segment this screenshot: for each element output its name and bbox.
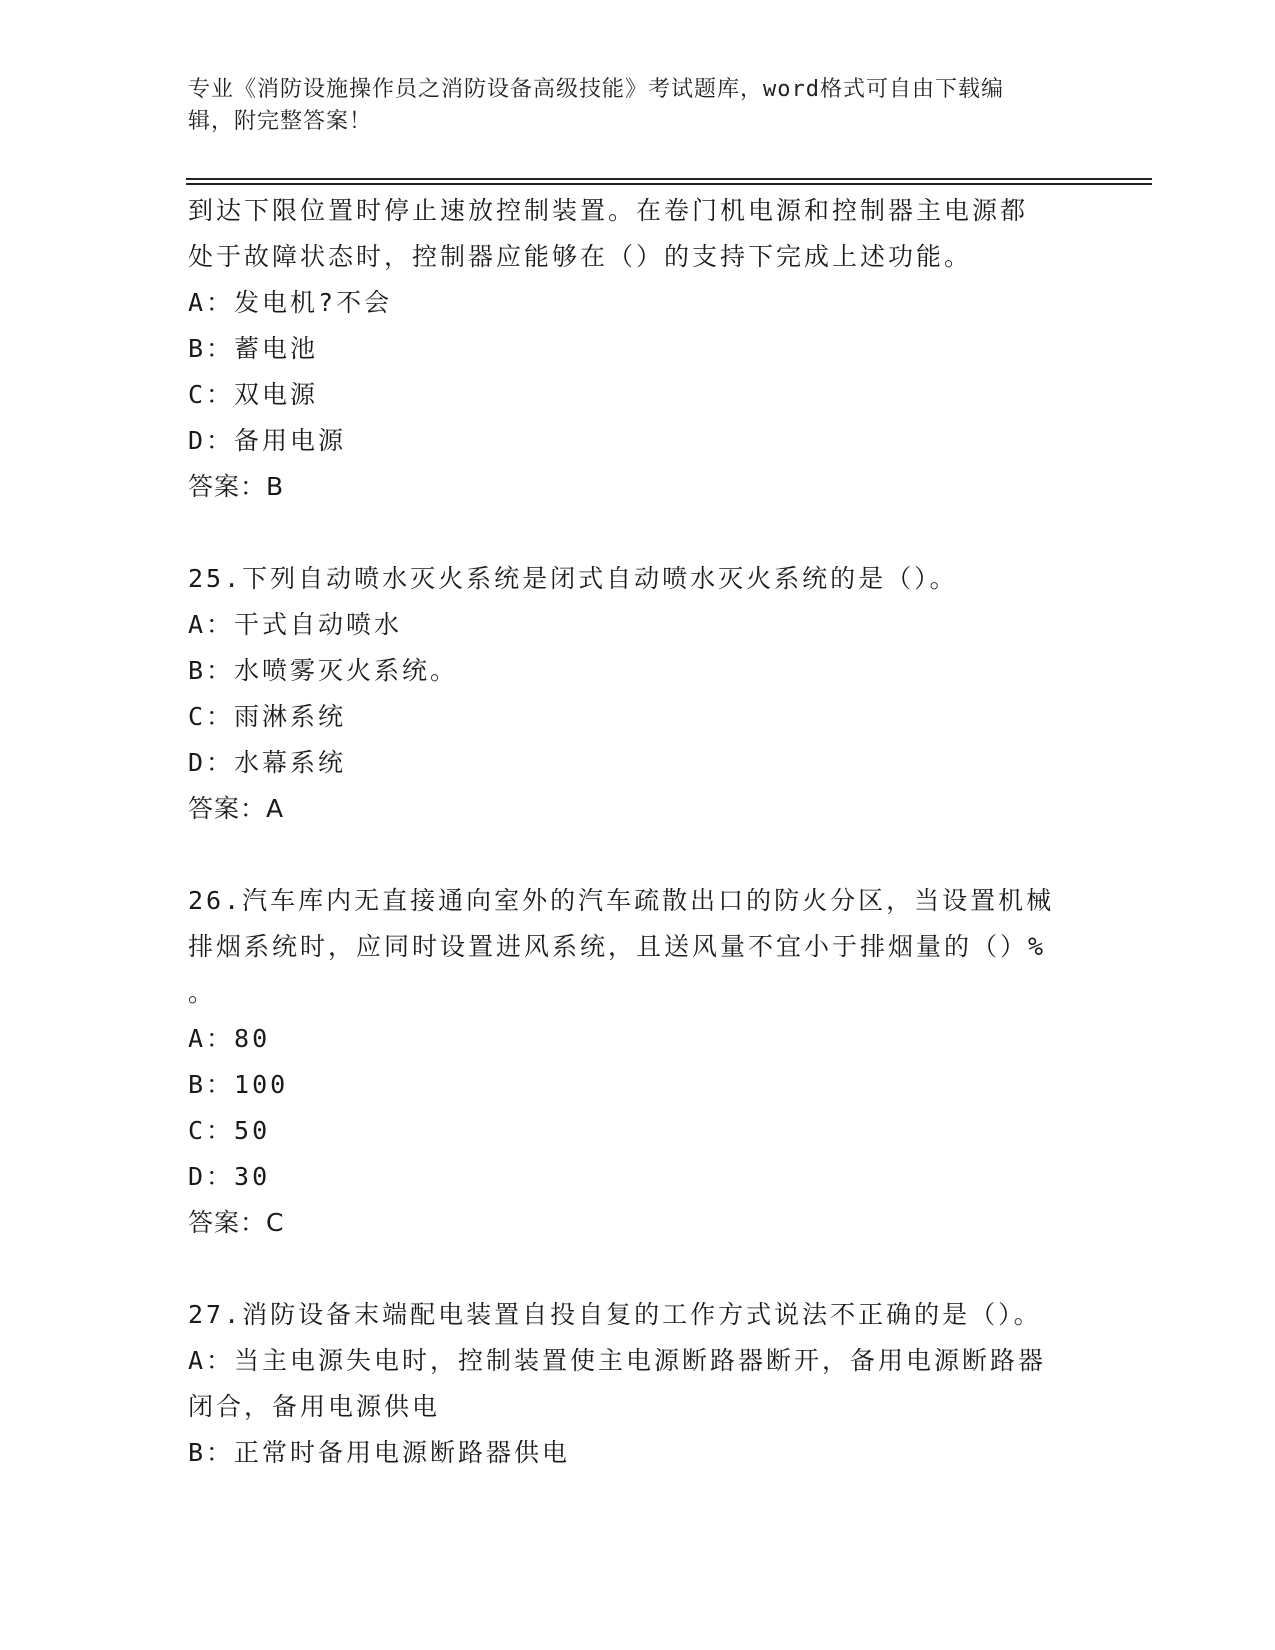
option-b: B：100 [188,1070,289,1099]
option-a: A：80 [188,1024,271,1053]
header-line-2: 辑，附完整答案！ [188,109,373,134]
spacer [188,832,1083,878]
header-line-1: 专业《消防设施操作员之消防设备高级技能》考试题库，word格式可自由下载编 [188,77,1004,102]
question-stem-line: 。 [188,978,217,1007]
answer-line: 答案：C [188,1208,285,1237]
question-continuation [188,188,1083,510]
option-d: D：水幕系统 [188,748,347,777]
option-d: D：备用电源 [188,426,347,455]
document-header [188,74,1068,138]
header-divider-top [186,178,1152,180]
answer-line: 答案：A [188,794,285,823]
question-content [188,188,1083,1476]
option-a-continued: 闭合，备用电源供电 [188,1392,441,1421]
question-stem: 27.消防设备末端配电装置自投自复的工作方式说法不正确的是（）。 [188,1300,1042,1329]
option-c: C：50 [188,1116,271,1145]
spacer [188,1246,1083,1292]
option-c: C：雨淋系统 [188,702,347,731]
question-25 [188,556,1083,832]
question-stem: 25.下列自动喷水灭火系统是闭式自动喷水灭火系统的是（）。 [188,564,958,593]
question-stem-line: 到达下限位置时停止速放控制装置。在卷门机电源和控制器主电源都 [188,196,1029,225]
header-divider-bottom [186,183,1152,185]
question-26 [188,878,1083,1246]
option-d: D：30 [188,1162,271,1191]
option-b: B：正常时备用电源断路器供电 [188,1438,571,1467]
option-a: A：干式自动喷水 [188,610,403,639]
answer-line: 答案：B [188,472,285,501]
option-b: B：蓄电池 [188,334,319,363]
option-c: C：双电源 [188,380,319,409]
spacer [188,510,1083,556]
question-27 [188,1292,1083,1476]
option-a: A：当主电源失电时，控制装置使主电源断路器断开，备用电源断路器 [188,1346,1047,1375]
question-stem-line: 排烟系统时，应同时设置进风系统，且送风量不宜小于排烟量的（）% [188,932,1047,961]
option-a: A：发电机?不会 [188,288,393,317]
question-stem-line: 处于故障状态时，控制器应能够在（）的支持下完成上述功能。 [188,242,973,271]
option-b: B：水喷雾灭火系统。 [188,656,459,685]
question-stem-line: 26.汽车库内无直接通向室外的汽车疏散出口的防火分区，当设置机械 [188,886,1055,915]
